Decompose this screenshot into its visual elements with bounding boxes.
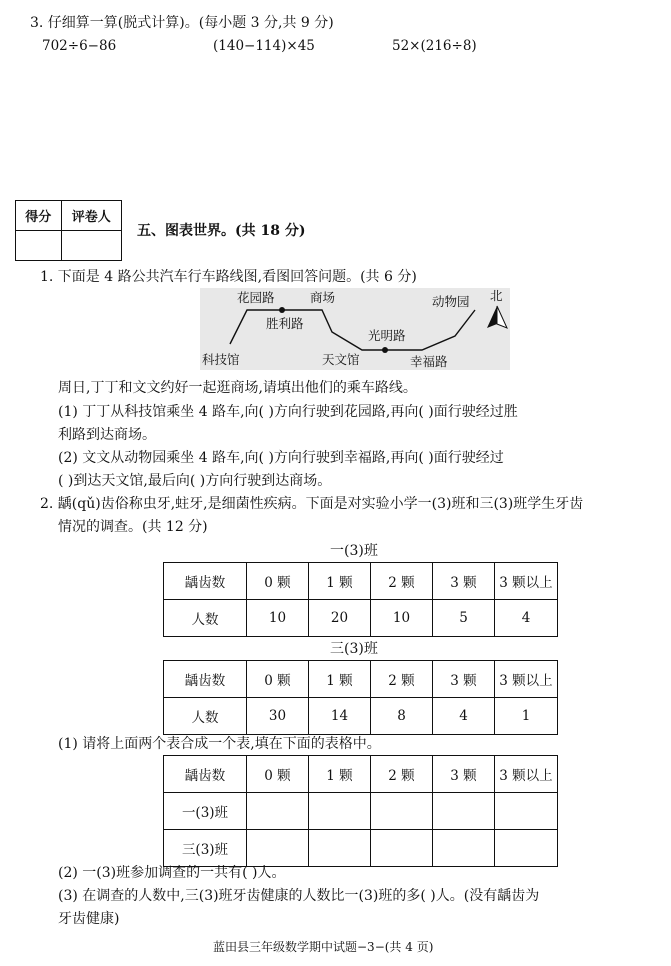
answer-cell[interactable]	[247, 793, 309, 830]
header-cell: 3 颗	[433, 563, 495, 600]
data-cell: 20	[309, 600, 371, 637]
data-cell: 1	[495, 698, 558, 735]
header-cell: 1 颗	[309, 661, 371, 698]
answer-cell[interactable]	[371, 830, 433, 867]
data-cell: 4	[495, 600, 558, 637]
table-row	[164, 698, 558, 735]
header-cell: 2 颗	[371, 563, 433, 600]
header-cell: 3 颗	[433, 661, 495, 698]
class3-table	[163, 660, 558, 735]
answer-cell[interactable]	[495, 830, 558, 867]
answer-cell[interactable]	[247, 830, 309, 867]
answer-cell[interactable]	[433, 830, 495, 867]
data-cell: 8	[371, 698, 433, 735]
stop-keji: 科技馆	[202, 352, 240, 367]
header-cell: 3 颗以上	[495, 661, 558, 698]
q1-part1-line1: (1) 丁丁从科技馆乘坐 4 路车,向( )方向行驶到花园路,再向( )面行驶经过胜	[58, 404, 518, 420]
class1-caption: 一(3)班	[330, 543, 378, 559]
table-row	[164, 600, 558, 637]
answer-cell[interactable]	[371, 793, 433, 830]
data-cell: 14	[309, 698, 371, 735]
answer-cell[interactable]	[433, 793, 495, 830]
page-footer: 蓝田县三年级数学期中试题−3−(共 4 页)	[213, 940, 434, 954]
q3-expr-1: 702÷6−86	[42, 38, 117, 54]
data-cell: 5	[433, 600, 495, 637]
header-cell: 1 颗	[309, 756, 371, 793]
header-cell: 0 颗	[247, 756, 309, 793]
answer-cell[interactable]	[309, 830, 371, 867]
class1-table	[163, 562, 558, 637]
row-label: 人数	[164, 600, 247, 637]
header-cell: 龋齿数	[164, 563, 247, 600]
stop-guangming: 光明路	[368, 328, 406, 343]
q2-sub3-line2: 牙齿健康)	[58, 911, 120, 927]
row-label: 人数	[164, 698, 247, 735]
class3-caption: 三(3)班	[330, 641, 378, 657]
grade-score-cell[interactable]	[16, 231, 62, 261]
data-cell: 10	[247, 600, 309, 637]
stop-dot-shengli	[279, 307, 285, 313]
merged-table	[163, 755, 558, 867]
grade-grader-cell[interactable]	[61, 231, 121, 261]
data-cell: 10	[371, 600, 433, 637]
row-label: 一(3)班	[164, 793, 247, 830]
header-cell: 龋齿数	[164, 661, 247, 698]
q1-part2-line2: ( )到达天文馆,最后向( )方向行驶到达商场。	[58, 473, 332, 489]
q1-part1-line2: 利路到达商场。	[58, 427, 156, 443]
stop-dongwuyuan: 动物园	[432, 294, 470, 309]
table-row	[164, 661, 558, 698]
table-row	[164, 793, 558, 830]
data-cell: 30	[247, 698, 309, 735]
header-cell: 1 颗	[309, 563, 371, 600]
q1-intro: 周日,丁丁和文文约好一起逛商场,请填出他们的乘车路线。	[58, 380, 417, 396]
header-cell: 0 颗	[247, 563, 309, 600]
table-row	[164, 830, 558, 867]
stop-dot-guangming	[382, 347, 388, 353]
q3-expr-3: 52×(216÷8)	[392, 38, 477, 54]
grade-score-label: 得分	[16, 201, 62, 231]
section5-title: 五、图表世界。(共 18 分)	[137, 223, 306, 239]
q1-part2-line1: (2) 文文从动物园乘坐 4 路车,向( )方向行驶到幸福路,再向( )面行驶经过	[58, 450, 504, 466]
stop-huayuan: 花园路	[237, 290, 275, 305]
q1-title: 1. 下面是 4 路公共汽车行车路线图,看图回答问题。(共 6 分)	[40, 269, 417, 285]
answer-cell[interactable]	[309, 793, 371, 830]
q2-sub1: (1) 请将上面两个表合成一个表,填在下面的表格中。	[58, 736, 381, 752]
q2-title-line2: 情况的调查。(共 12 分)	[58, 519, 208, 535]
stop-shangchang: 商场	[310, 290, 336, 305]
stop-shengli: 胜利路	[266, 316, 304, 331]
header-cell: 0 颗	[247, 661, 309, 698]
header-cell: 2 颗	[371, 756, 433, 793]
answer-cell[interactable]	[495, 793, 558, 830]
header-cell: 3 颗	[433, 756, 495, 793]
header-cell: 3 颗以上	[495, 563, 558, 600]
q2-sub3-line1: (3) 在调查的人数中,三(3)班牙齿健康的人数比一(3)班的多( )人。(没有龋齿为	[58, 888, 540, 904]
table-row	[164, 756, 558, 793]
header-cell: 龋齿数	[164, 756, 247, 793]
q3-title: 3. 仔细算一算(脱式计算)。(每小题 3 分,共 9 分)	[30, 15, 334, 31]
stop-xingfu: 幸福路	[410, 354, 448, 369]
bus-route-map	[190, 288, 520, 370]
stop-tianwen: 天文馆	[322, 352, 360, 367]
grade-grader-label: 评卷人	[61, 201, 121, 231]
grade-box	[15, 200, 122, 261]
q3-expr-2: (140−114)×45	[213, 38, 315, 54]
header-cell: 3 颗以上	[495, 756, 558, 793]
row-label: 三(3)班	[164, 830, 247, 867]
data-cell: 4	[433, 698, 495, 735]
north-label: 北	[490, 288, 503, 303]
q2-title-line1: 2. 龋(qǔ)齿俗称虫牙,蛀牙,是细菌性疾病。下面是对实验小学一(3)班和三(3)班学生牙齿	[40, 496, 584, 512]
header-cell: 2 颗	[371, 661, 433, 698]
q2-sub2: (2) 一(3)班参加调查的一共有( )人。	[58, 865, 286, 881]
table-row	[164, 563, 558, 600]
